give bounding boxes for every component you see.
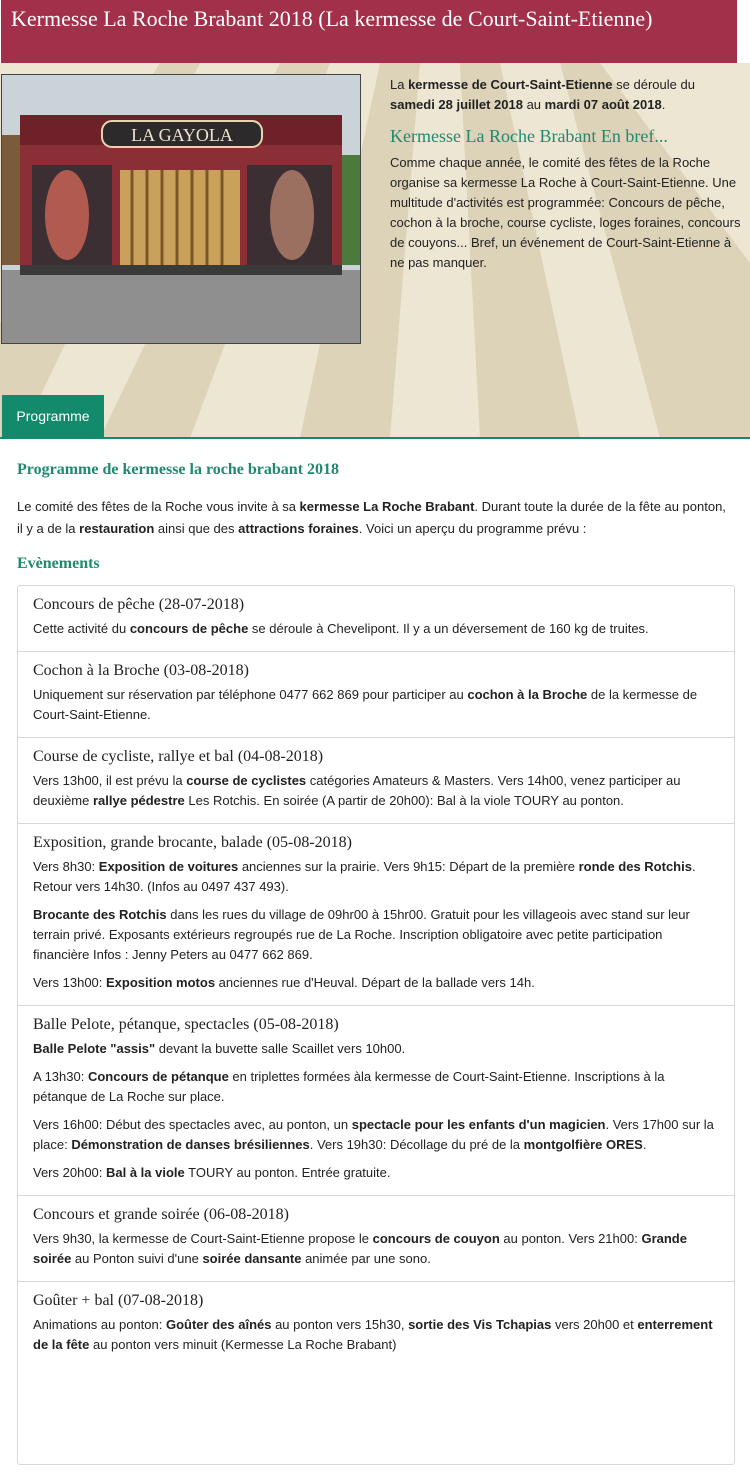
event-item xyxy=(18,1196,734,1282)
event-text: Animations au ponton: Goûter des aînés au ponton vers 15h30, sortie des Vis Tchapias vers 20h00 et enterrement de la fête au ponton vers minuit (Kermesse La Roche Brabant) xyxy=(33,1317,713,1352)
event-item xyxy=(18,652,734,738)
event-title: Cochon à la Broche (03-08-2018) xyxy=(33,662,249,679)
event-text: Vers 13h00: Exposition motos anciennes rue d'Heuval. Départ de la ballade vers 14h. xyxy=(33,975,535,990)
event-item xyxy=(18,738,734,824)
event-text: Vers 9h30, la kermesse de Court-Saint-Etienne propose le concours de couyon au ponton. Vers 21h00: Grande soirée au Ponton suivi d'une soirée dansante animée par une sono. xyxy=(33,1231,687,1266)
event-title: Concours de pêche (28-07-2018) xyxy=(33,596,245,613)
hero-subtitle: Kermesse La Roche Brabant En bref... xyxy=(390,126,668,146)
programme-section xyxy=(17,460,733,574)
hero-section xyxy=(0,63,750,438)
event-text: Brocante des Rotchis dans les rues du village de 09hr00 à 15hr00. Gratuit pour les villageois avec stand sur leur terrain privé. Exposants extérieurs regroupés rue de La Roche. Inscription obligatoire avec petite participation financière Infos : Jenny Peters au 0477 662 869. xyxy=(33,907,690,962)
booth-sign-text: LA GAYOLA xyxy=(131,125,233,145)
event-title: Goûter + bal (07-08-2018) xyxy=(33,1292,204,1309)
event-text: Vers 8h30: Exposition de voitures anciennes sur la prairie. Vers 9h15: Départ de la première ronde des Rotchis. Retour vers 14h30. (Infos au 0497 437 493). xyxy=(33,859,696,894)
event-title: Concours et grande soirée (06-08-2018) xyxy=(33,1206,289,1223)
event-item xyxy=(18,824,734,1006)
fairground-booth-photo xyxy=(1,74,361,344)
hero-summary: Comme chaque année, le comité des fêtes de la Roche organise sa kermesse La Roche à Court-Saint-Etienne. Une multitude d'activités est programmée: Concours de pêche, cochon à la broche, course cycliste, loges foraines, concours de couyons... Bref, un événement de Court-Saint-Etienne à ne pas manquer. xyxy=(390,155,741,270)
event-text: Vers 13h00, il est prévu la course de cyclistes catégories Amateurs & Masters. Vers 14h00, venez participer au deuxième rallye pédestre Les Rotchis. En soirée (A partir de 20h00): Bal à la viole TOURY au ponton. xyxy=(33,773,681,808)
tab-programme[interactable]: Programme xyxy=(2,395,104,438)
event-text: Balle Pelote "assis" devant la buvette salle Scaillet vers 10h00. xyxy=(33,1041,406,1056)
event-text: A 13h30: Concours de pétanque en triplettes formées àla kermesse de Court-Saint-Etienne. Inscriptions à la pétanque de La Roche sur place. xyxy=(33,1069,665,1104)
event-title: Course de cycliste, rallye et bal (04-08-2018) xyxy=(33,748,324,765)
programme-intro: Le comité des fêtes de la Roche vous invite à sa kermesse La Roche Brabant. Durant toute la durée de la fête au ponton, il y a de la restauration ainsi que des attractions foraines. Voici un aperçu du programme prévu : xyxy=(17,499,726,536)
event-text: Vers 16h00: Début des spectacles avec, au ponton, un spectacle pour les enfants d'un magicien. Vers 17h00 sur la place: Démonstration de danses brésiliennes. Vers 19h30: Décollage du pré de la montgolfière ORES. xyxy=(33,1117,714,1152)
event-item xyxy=(18,1006,734,1196)
event-item xyxy=(18,1282,734,1367)
programme-title: Programme de kermesse la roche brabant 2018 xyxy=(17,461,340,478)
events-title: Evènements xyxy=(17,555,100,572)
event-text: Cette activité du concours de pêche se déroule à Chevelipont. Il y a un déversement de 160 kg de truites. xyxy=(33,621,649,636)
event-text: Uniquement sur réservation par téléphone 0477 662 869 pour participer au cochon à la Broche de la kermesse de Court-Saint-Etienne. xyxy=(33,687,698,722)
hero-text-block xyxy=(390,75,742,273)
tab-bar-line xyxy=(0,437,750,439)
event-item xyxy=(18,586,734,652)
page-title: Kermesse La Roche Brabant 2018 (La kermesse de Court-Saint-Etienne) xyxy=(1,0,737,63)
event-text: Vers 20h00: Bal à la viole TOURY au ponton. Entrée gratuite. xyxy=(33,1165,391,1180)
event-title: Balle Pelote, pétanque, spectacles (05-08-2018) xyxy=(33,1016,339,1033)
event-title: Exposition, grande brocante, balade (05-08-2018) xyxy=(33,834,353,851)
hero-intro: La kermesse de Court-Saint-Etienne se déroule du samedi 28 juillet 2018 au mardi 07 août 2018. xyxy=(390,77,695,112)
events-list xyxy=(17,585,735,1465)
